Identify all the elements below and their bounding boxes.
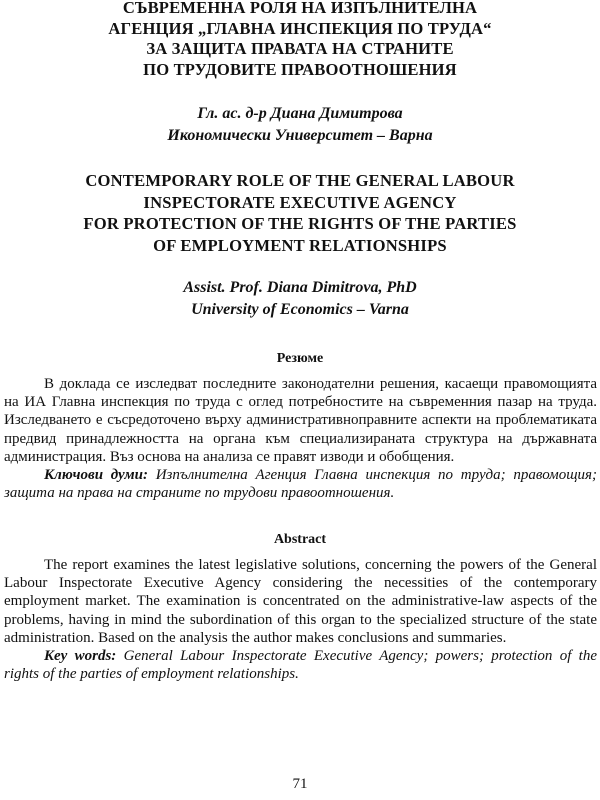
- author-affiliation-bg: Икономически Университет – Варна: [167, 127, 433, 144]
- author-name-bg: Гл. ас. д-р Диана Димитрова: [197, 105, 403, 122]
- title-bg-line-3: ЗА ЗАЩИТА ПРАВАТА НА СТРАНИТЕ: [146, 39, 454, 58]
- keywords-label-bg: Ключови думи:: [44, 467, 148, 484]
- keywords-label-en: Key words:: [44, 648, 117, 665]
- abstract-en-text: The report examines the latest legislative solutions, concerning the powers of the General Labour Inspectorate Executive Agency considering the necessities of the contemporary employment market. The examination is concentrated on the administrative-law aspects of the problems, having in mind the subordination of this organ to the specialized structure of the state administration. Based on the analysis the author makes conclusions and summaries.: [4, 557, 597, 646]
- title-en-line-2: INSPECTORATE EXECUTIVE AGENCY: [143, 192, 457, 212]
- summary-bg-text: В доклада се изследват последните законодателни решения, касаещи правомощията на ИА Главна инспекция по труда с оглед потребностите на съвременния пазар на труда. Изследването е съсредоточено върху административноправните аспекти на проблематиката предвид принадлежността на органа към специализираната структура на държавната администрация. Въз основа на анализа се правят изводи и обобщения.: [4, 376, 597, 465]
- author-block-english: [0, 277, 600, 321]
- abstract-heading-en: Abstract: [273, 532, 327, 547]
- title-bg-line-2: АГЕНЦИЯ „ГЛАВНА ИНСПЕКЦИЯ ПО ТРУДА“: [108, 18, 492, 38]
- keywords-bg: Изпълнителна Агенция Главна инспекция по труда; правомощия; защита на права на страните по трудови правоотношения.: [4, 467, 598, 502]
- keywords-en: General Labour Inspectorate Executive Agency; powers; protection of the rights of the parties of employment relationships.: [4, 648, 597, 683]
- summary-heading-bg: Резюме: [276, 351, 324, 366]
- summary-bg: [4, 375, 597, 502]
- title-english: [0, 170, 600, 256]
- page-number: 71: [292, 776, 308, 792]
- author-block-bulgarian: [0, 103, 600, 147]
- author-name-en: Assist. Prof. Diana Dimitrova, PhD: [183, 279, 417, 296]
- abstract-en: [4, 556, 597, 683]
- title-en-line-3: FOR PROTECTION OF THE RIGHTS OF THE PARTIES: [83, 214, 517, 233]
- title-bulgarian: [0, 0, 600, 80]
- title-en-line-4: OF EMPLOYMENT RELATIONSHIPS: [153, 235, 447, 255]
- title-en-line-1: CONTEMPORARY ROLE OF THE GENERAL LABOUR: [85, 171, 515, 190]
- author-affiliation-en: University of Economics – Varna: [191, 301, 409, 318]
- title-bg-line-1: СЪВРЕМЕННА РОЛЯ НА ИЗПЪЛНИТЕЛНА: [122, 0, 478, 17]
- title-bg-line-4: ПО ТРУДОВИТЕ ПРАВООТНОШЕНИЯ: [143, 59, 457, 79]
